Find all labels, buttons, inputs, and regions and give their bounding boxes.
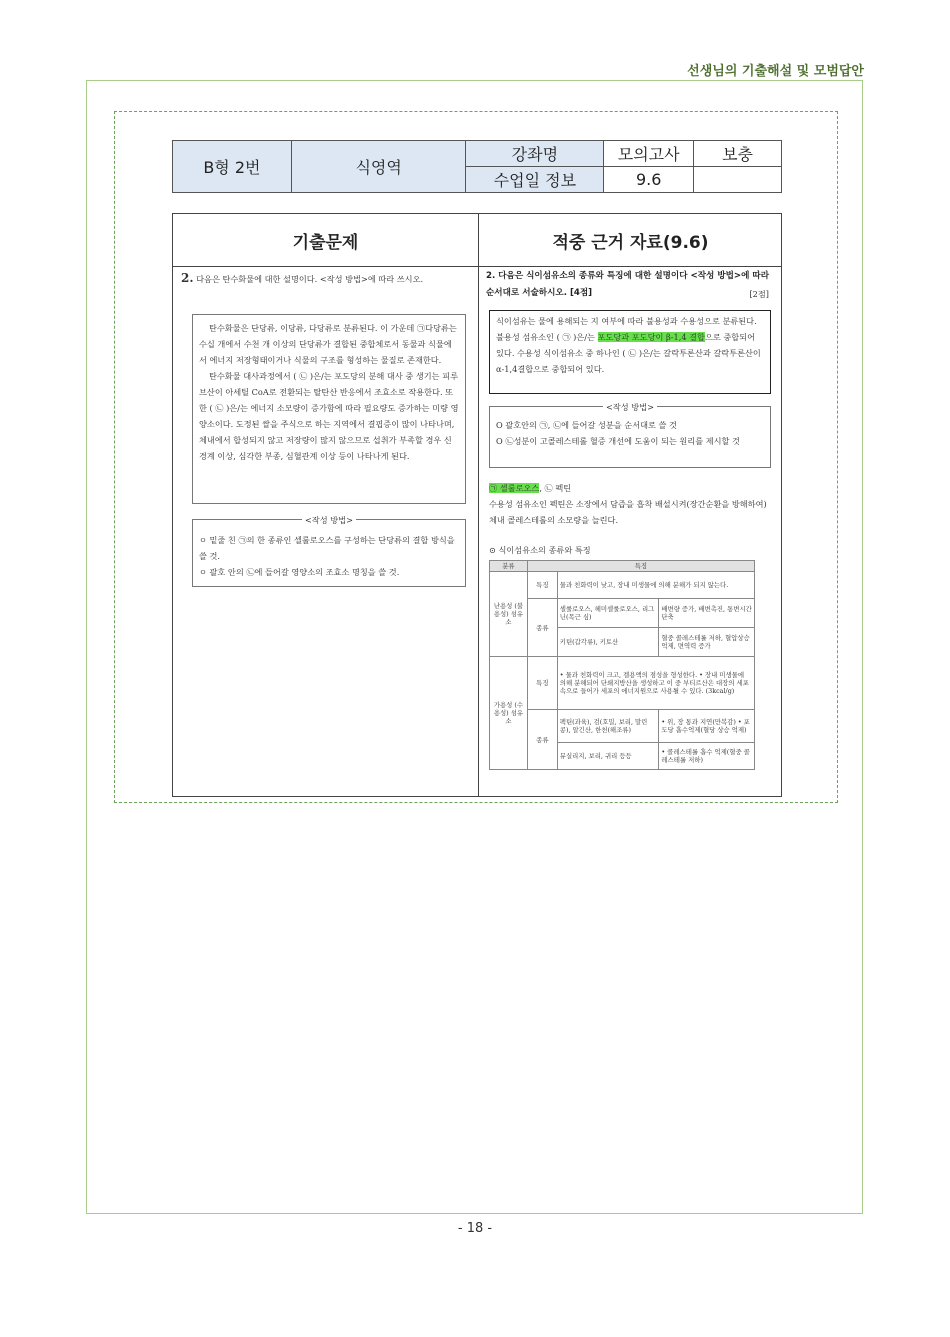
course-header-cell: 강좌명	[466, 141, 604, 167]
lecture-info-table	[172, 140, 782, 193]
header-divider	[173, 266, 781, 267]
table-cell: 키틴(갑각류), 키토산	[557, 628, 659, 657]
reference-question: 2. 다음은 식이섬유소의 종류와 특징에 대한 설명이다 <작성 방법>에 따라 순서대로 서술하시오. [4점]	[486, 271, 770, 298]
answer-explanation: 수용성 섬유소인 펙틴은 소장에서 담즙을 흡착 배설시켜(장간순환을 방해하여) 체내 콜레스테롤의 소모량을 늘린다.	[489, 499, 767, 525]
area-cell: 식영역	[291, 141, 466, 193]
reference-passage-box	[489, 310, 771, 394]
question-number: 2.	[181, 271, 194, 285]
supplement-cell: 보충	[694, 141, 782, 167]
question-text: 다음은 탄수화물에 대한 설명이다. <작성 방법>에 따라 쓰시오.	[196, 274, 424, 284]
table-header: 분류	[490, 561, 528, 572]
comparison-box	[172, 213, 782, 797]
insoluble-label: 난용성 (불용성) 섬유소	[490, 572, 528, 657]
answer-line	[489, 480, 777, 496]
feature-label: 특징	[527, 572, 557, 599]
kinds-label: 종류	[527, 599, 557, 657]
fiber-table-title: ⊙ 식이섬유소의 종류와 특징	[489, 545, 591, 555]
reference-heading: 적중 근거 자료(9.6)	[552, 233, 709, 253]
table-header: 특징	[527, 561, 754, 572]
passage-text: 으로 중합되어 있다. 수용성 식이섬유소 중 하나인 ( ㉡ )은/는 갈락투론산과 갈락투론산이 α-1,4결합으로 중합되어 있다.	[496, 332, 761, 374]
date-value-cell: 9.6	[604, 167, 694, 193]
highlighted-text: 포도당과 포도당이 β-1,4 결합	[597, 332, 705, 342]
table-cell: 물과 친화력이 낮고, 장내 미생물에 의해 분해가 되지 않는다.	[557, 572, 754, 599]
answer-rest: , ㉡ 펙틴	[539, 483, 572, 493]
table-cell: 뮤실리지, 보리, 귀리 등등	[557, 743, 659, 770]
table-cell: 셀룰로오스, 헤미셀룰로오스, 리그닌(목근 심)	[557, 599, 659, 628]
method-item: ㅇ 괄호 안의 ㉡에 들어갈 영양소의 조효소 명칭을 쓸 것.	[199, 567, 400, 577]
exam-question-line	[181, 270, 471, 287]
passage-text: 식이섬유는 물에 용해되는 지 여부에 따라 불용성과 수용성으로 분류된다. 불용성 섬유소인 ( ㉠ )은/는	[496, 316, 757, 342]
method-legend: <작성 방법>	[490, 399, 770, 415]
table-cell: 펙틴(과육), 검(호밀, 보리, 말린 콩), 알긴산, 한천(해조류)	[557, 710, 659, 743]
exam-passage-box	[192, 314, 466, 504]
passage-paragraph: 탄수화물은 단당류, 이당류, 다당류로 분류된다. 이 가운데 ㉠다당류는 수십 개에서 수천 개 이상의 단당류가 결합된 중합체로서 동물과 식물에서 에너지 저장형태이거나 식물의 구조를 형성하는 물질로 존재한다.	[199, 323, 457, 365]
empty-cell	[694, 167, 782, 193]
feature-label: 특징	[527, 657, 557, 710]
table-cell: 배변량 증가, 배변촉진, 통변시간 단축	[659, 599, 755, 628]
fiber-table	[489, 560, 755, 770]
method-item: O 괄호안의 ㉠, ㉡에 들어갈 성분을 순서대로 쓸 것	[496, 420, 677, 430]
column-divider	[478, 214, 479, 796]
question-points: [2점]	[749, 289, 769, 299]
exam-type-cell: B형 2번	[173, 141, 292, 193]
reference-method-box	[489, 402, 771, 468]
table-cell: • 콜레스테롤 흡수 억제(혈중 콜레스테롤 저하)	[659, 743, 755, 770]
kinds-label: 종류	[527, 710, 557, 770]
course-value-cell: 모의고사	[604, 141, 694, 167]
table-cell: • 물과 친화력이 크고, 겔용액의 점성을 형성한다. • 장내 미생물에 의해 분해되어 단쇄지방산을 생성하고 이 중 부티르산은 대장의 세포 속으로 들어가 세포의 에너지원으로 사용될 수 있다. (3kcal/g)	[557, 657, 754, 710]
soluble-label: 가용성 (수용성) 섬유소	[490, 657, 528, 770]
past-exam-heading: 기출문제	[292, 233, 359, 253]
method-item: O ㉡성분이 고콜레스테롤 혈증 개선에 도움이 되는 원리를 제시할 것	[496, 436, 740, 446]
exam-method-box	[192, 515, 466, 587]
table-cell: • 위, 장 통과 지연(만복감) • 포도당 흡수억제(혈당 상승 억제)	[659, 710, 755, 743]
answer-highlight: ㉠ 셀룰로오스	[489, 483, 540, 493]
passage-paragraph: 탄수화물 대사과정에서 ( ㉡ )은/는 포도당의 분해 대사 중 생기는 피루브산이 아세틸 CoA로 전환되는 탈탄산 반응에서 조효소로 작용한다. 또한 ( ㉡ )은/는 에너지 소모량이 증가함에 따라 필요량도 증가하는 미량 영양소이다. 도정된 쌀을 주식으로 하는 지역에서 결핍증이 많이 나타나며, 체내에서 합성되지 않고 저장량이 많지 않으므로 섭취가 부족할 경우 신경계 이상, 심각한 부종, 심혈관계 이상 등이 나타나게 된다.	[199, 371, 459, 461]
method-legend: <작성 방법>	[193, 512, 465, 528]
running-head: 선생님의 기출해설 및 모범답안	[687, 64, 864, 79]
date-header-cell: 수업일 정보	[466, 167, 604, 193]
method-item: ㅇ 밑줄 친 ㉠의 한 종류인 셀룰로오스를 구성하는 단당류의 결합 방식을 쓸 것.	[199, 535, 455, 561]
page-number: - 18 -	[457, 1221, 493, 1236]
table-cell: 혈중 콜레스테롤 저하, 혈압상승 억제, 면역력 증가	[659, 628, 755, 657]
